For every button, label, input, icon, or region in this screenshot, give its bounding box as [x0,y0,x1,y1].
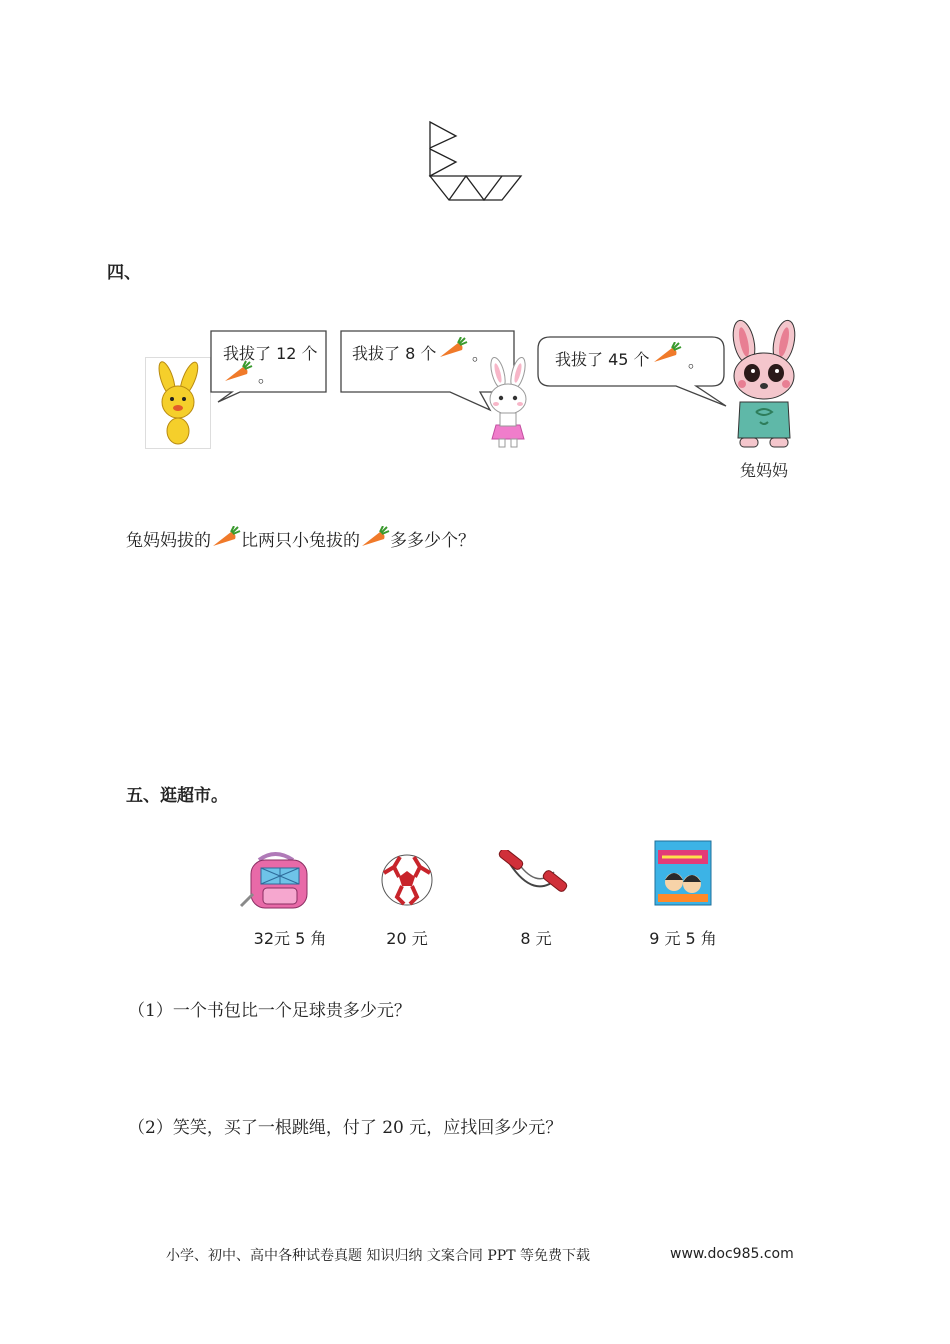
white-bunny-image [480,355,536,449]
section-5-heading: 五、逛超市。 [126,786,228,806]
carrot-icon [438,337,468,359]
carrot-icon [360,526,390,548]
backpack-price: 32元 5 角 [253,929,327,948]
bubble-3-text: 我拔了 45 个 [555,350,650,369]
carrot-icon [211,526,241,548]
question-2: （2）笑笑，买了一根跳绳，付了 20 元，应找回多少元？ [128,1118,563,1138]
soccer-ball-icon [380,853,434,907]
question-part-1: 兔妈妈拔的 [126,531,211,551]
bubble-2-tail-text: 。 [472,345,489,364]
section-4-question [126,526,475,551]
triangle-figure [425,118,525,204]
bubble-2-text: 我拔了 8 个 [352,344,437,363]
yellow-bunny-image [145,357,211,449]
carrot-icon [652,342,682,364]
footer-text: 小学、初中、高中各种试卷真题 知识归纳 文案合同 PPT 等免费下载 [166,1248,590,1264]
footer-site: www.doc985.com [670,1246,794,1262]
soccer-ball-price: 20 元 [386,929,428,948]
backpack-icon [237,850,315,912]
carrot-icon [223,361,253,383]
section-4-heading: 四、 [107,263,141,283]
rabbit-mom-image [722,318,806,450]
bubble-1-tail-text: 。 [258,367,275,386]
book-price: 9 元 5 角 [649,929,717,948]
jump-rope-icon [496,850,572,900]
bubble-1-text: 我拔了 12 个 [223,344,318,363]
bubble-3-tail-text: 。 [688,352,705,371]
book-icon [654,840,712,906]
question-part-3: 多多少个？ [390,531,475,551]
jump-rope-price: 8 元 [520,929,552,948]
rabbit-mom-label: 兔妈妈 [740,461,789,480]
question-part-2: 比两只小兔拔的 [241,531,360,551]
question-1: （1）一个书包比一个足球贵多少元？ [128,1001,411,1021]
